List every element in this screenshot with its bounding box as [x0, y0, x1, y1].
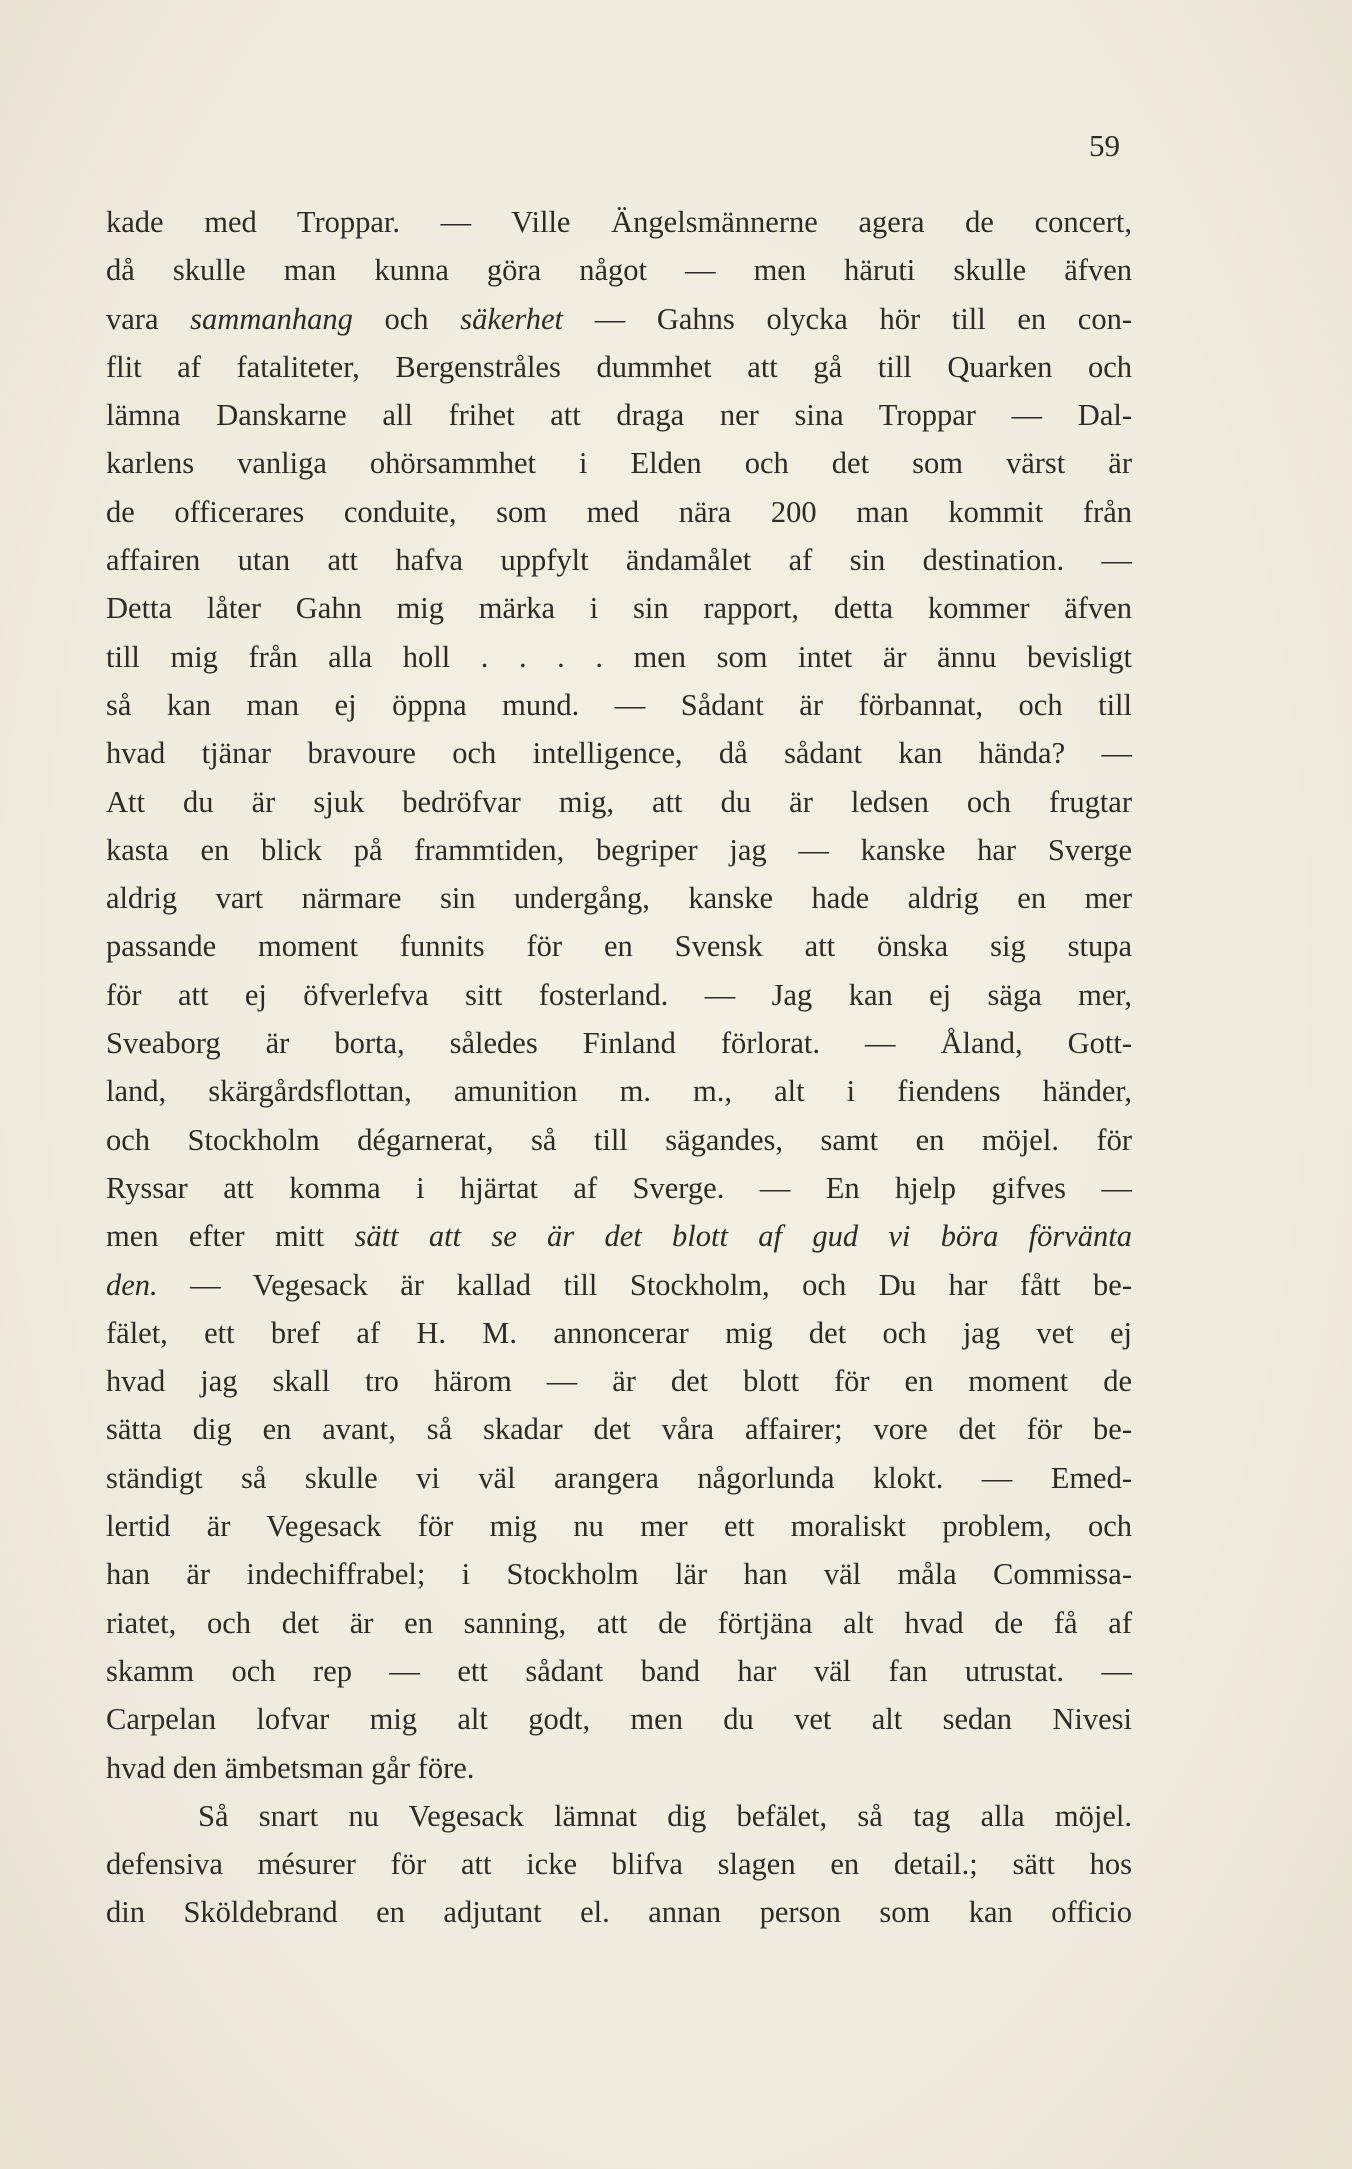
text-run: defensiva mésurer för att icke blifva slagen en detail.; sätt hos — [106, 1847, 1132, 1882]
text-run: och — [352, 301, 461, 336]
text-run: kasta en blick på frammtiden, begriper jag — kanske har Sverge — [106, 832, 1132, 867]
text-run: karlens vanliga ohörsammhet i Elden och det som värst är — [106, 446, 1132, 481]
text-line — [106, 778, 1132, 826]
text-line — [106, 1164, 1132, 1212]
text-line — [106, 971, 1132, 1019]
text-run: riatet, och det är en sanning, att de förtjäna alt hvad de få af — [106, 1605, 1132, 1640]
text-run: han är indechiffrabel; i Stockholm lär han väl måla Commissa- — [106, 1557, 1132, 1592]
text-run: de officerares conduite, som med nära 200 man kommit från — [106, 494, 1132, 529]
text-run: kade med Troppar. — Ville Ängelsmännerne agera de concert, — [106, 205, 1132, 239]
text-line — [106, 488, 1132, 536]
text-run: din Sköldebrand en adjutant el. annan person som kan officio — [106, 1895, 1132, 1930]
text-line — [106, 1212, 1132, 1260]
text-line — [106, 198, 1132, 246]
text-line — [106, 1405, 1132, 1453]
text-line — [106, 1454, 1132, 1502]
text-run: för att ej öfverlefva sitt fosterland. — Jag kan ej säga mer, — [106, 977, 1132, 1012]
text-run: Att du är sjuk bedröfvar mig, att du är ledsen och frugtar — [106, 784, 1132, 819]
text-line — [106, 1309, 1132, 1357]
text-line — [106, 729, 1132, 777]
text-line — [106, 1502, 1132, 1550]
text-run: Ryssar att komma i hjärtat af Sverge. — En hjelp gifves — — [106, 1170, 1132, 1205]
text-line — [106, 439, 1132, 487]
italic-phrase: säkerhet — [460, 301, 564, 336]
text-run: då skulle man kunna göra något — men häruti skulle äfven — [106, 253, 1132, 288]
text-run: Så snart nu Vegesack lämnat dig befälet, så tag alla möjel. — [198, 1798, 1132, 1833]
text-run: lämna Danskarne all frihet att draga ner sina Troppar — Dal- — [106, 398, 1132, 433]
text-line — [106, 391, 1132, 439]
text-line — [106, 1695, 1132, 1743]
text-line — [106, 1599, 1132, 1647]
text-run: hvad jag skall tro härom — är det blott för en moment de — [106, 1364, 1132, 1399]
text-line — [106, 295, 1132, 343]
text-run: vara — [106, 301, 191, 336]
text-line — [106, 1550, 1132, 1598]
text-line — [106, 1888, 1132, 1936]
text-line — [106, 874, 1132, 922]
text-line — [106, 681, 1132, 729]
text-line — [106, 1019, 1132, 1067]
text-line — [106, 1261, 1132, 1309]
text-line — [106, 1840, 1132, 1888]
text-line — [106, 633, 1132, 681]
text-run: aldrig vart närmare sin undergång, kanske hade aldrig en mer — [106, 881, 1132, 916]
text-run: och Stockholm dégarnerat, så till sägandes, samt en möjel. för — [106, 1122, 1132, 1157]
text-run: passande moment funnits för en Svensk att önska sig stupa — [106, 929, 1132, 964]
text-run: Carpelan lofvar mig alt godt, men du vet alt sedan Nivesi — [106, 1702, 1132, 1737]
italic-phrase: sätt att se är det blott af gud vi böra förvänta — [354, 1219, 1132, 1254]
text-line — [106, 1067, 1132, 1115]
text-run: sätta dig en avant, så skadar det våra affairer; vore det för be- — [106, 1412, 1132, 1447]
text-run: fälet, ett bref af H. M. annoncerar mig det och jag vet ej — [106, 1315, 1132, 1350]
text-line — [106, 1647, 1132, 1695]
text-line — [106, 1744, 1132, 1792]
text-run: — Vegesack är kallad till Stockholm, och Du har fått be- — [157, 1267, 1132, 1302]
text-run: ständigt så skulle vi väl arangera någorlunda klokt. — Emed- — [106, 1460, 1132, 1495]
text-run: så kan man ej öppna mund. — Sådant är förbannat, och till — [106, 687, 1132, 722]
text-run: hvad tjänar bravoure och intelligence, då sådant kan hända? — — [106, 736, 1132, 771]
text-line — [106, 536, 1132, 584]
text-line — [106, 1792, 1132, 1840]
text-line — [106, 343, 1132, 391]
body-text — [106, 198, 1132, 1937]
text-run: — Gahns olycka hör till en con- — [563, 301, 1133, 336]
text-run: Sveaborg är borta, således Finland förlorat. — Åland, Gott- — [106, 1026, 1132, 1061]
italic-phrase: sammanhang — [190, 301, 353, 336]
text-run: flit af fataliteter, Bergenstråles dummhet att gå till Quarken och — [106, 349, 1132, 384]
text-line — [106, 584, 1132, 632]
text-run: till mig från alla holl . . . . men som intet är ännu bevisligt — [106, 639, 1132, 674]
italic-phrase: den. — [106, 1267, 158, 1302]
text-line — [106, 826, 1132, 874]
text-run: men efter mitt — [106, 1219, 355, 1254]
text-line — [106, 1357, 1132, 1405]
text-run: skamm och rep — ett sådant band har väl fan utrustat. — — [106, 1653, 1132, 1688]
text-run: lertid är Vegesack för mig nu mer ett moraliskt problem, och — [106, 1509, 1132, 1544]
page-number: 59 — [1089, 128, 1120, 163]
text-run: land, skärgårdsflottan, amunition m. m., alt i fiendens händer, — [106, 1074, 1132, 1109]
text-run: hvad den ämbetsman går före. — [106, 1750, 475, 1785]
text-line — [106, 922, 1132, 970]
text-run: affairen utan att hafva uppfylt ändamålet af sin destination. — — [106, 543, 1132, 578]
text-run: Detta låter Gahn mig märka i sin rapport, detta kommer äfven — [106, 591, 1132, 626]
text-line — [106, 246, 1132, 294]
text-line — [106, 1116, 1132, 1164]
